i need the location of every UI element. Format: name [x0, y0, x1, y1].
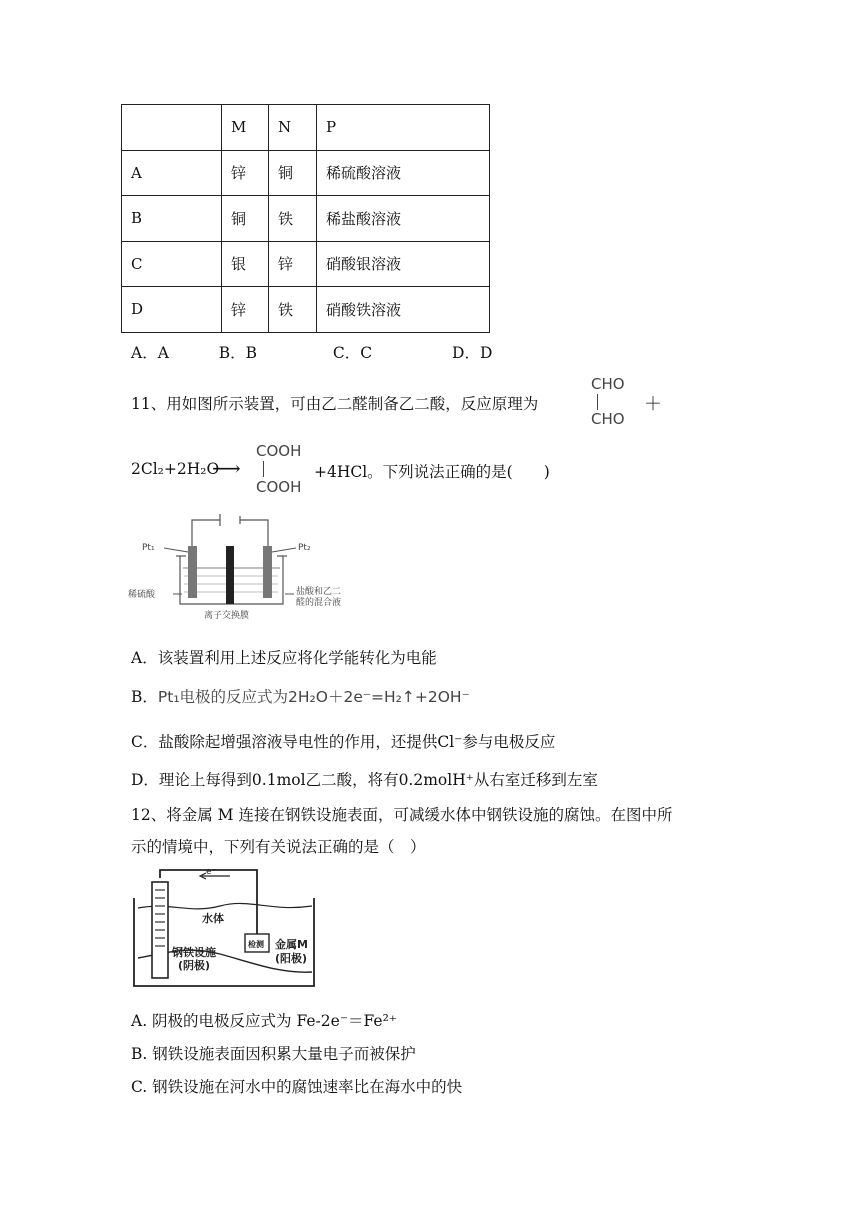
q11-option-d[interactable]: D．理论上每得到0.1mol乙二酸，将有0.2molH⁺从右室迁移到左室: [131, 771, 598, 789]
q11-stem-b: +4HCl。下列说法正确的是( ): [314, 463, 550, 481]
reaction-arrow: ⟶: [212, 456, 241, 480]
options-table: [121, 104, 490, 333]
table-cell: D: [122, 287, 222, 333]
q11-option-c[interactable]: C．盐酸除起增强溶液导电性的作用，还提供Cl⁻参与电极反应: [131, 733, 556, 751]
reactants: 2Cl₂+2H₂O: [131, 460, 220, 478]
pt2-label: Pt₂: [298, 543, 311, 553]
membrane-label: 离子交换膜: [204, 611, 250, 621]
table-header-cell: [122, 105, 222, 151]
table-row: [122, 241, 490, 287]
q12-stem-2: 示的情境中，下列有关说法正确的是（ ）: [131, 838, 426, 856]
pt2-electrode: [263, 546, 272, 598]
q11-option-b[interactable]: [131, 685, 470, 707]
right-label-2: 醛的混合液: [296, 598, 342, 608]
left-label: 稀硫酸: [128, 590, 156, 600]
table-cell: 硝酸铁溶液: [317, 287, 490, 333]
pt1-label: Pt₁: [142, 543, 155, 553]
q11-option-b-formula: Pt₁电极的反应式为2H₂O＋2e⁻=H₂↑+2OH⁻: [157, 688, 470, 706]
table-header-cell: M: [222, 105, 269, 151]
table-cell: 稀硫酸溶液: [317, 150, 490, 196]
plus-sign: ＋: [644, 394, 662, 415]
metal-label: 金属M: [275, 938, 308, 951]
table-header-cell: N: [269, 105, 317, 151]
q11-option-b-prefix: B．: [131, 688, 158, 706]
table-cell: B: [122, 196, 222, 242]
water-label: 水体: [202, 912, 224, 925]
corrosion-figure: [130, 866, 320, 990]
anode-label: (阳极): [275, 952, 308, 965]
acid-bottom: COOH: [256, 478, 302, 496]
acid-top: COOH: [256, 442, 302, 460]
choice-a[interactable]: A．A: [131, 344, 169, 362]
detector-label: 检测: [248, 940, 264, 949]
choice-b[interactable]: B．B: [218, 344, 258, 362]
table-cell: 铁: [269, 287, 317, 333]
pt1-electrode: [188, 546, 197, 598]
choice-c[interactable]: C．C: [332, 344, 373, 362]
table-cell: 银: [222, 241, 269, 287]
table-row: [122, 150, 490, 196]
table-cell: 锌: [269, 241, 317, 287]
table-cell: A: [122, 150, 222, 196]
cathode-label: (阴极): [178, 959, 211, 972]
steel-label: 钢铁设施: [172, 946, 216, 959]
q11-stem-a: 11、用如图所示装置，可由乙二醛制备乙二酸，反应原理为: [131, 395, 539, 413]
table-cell: 锌: [222, 150, 269, 196]
q12-option-a[interactable]: A. 阴极的电极反应式为 Fe-2e⁻＝Fe²⁺: [131, 1012, 397, 1030]
q12-option-b[interactable]: B. 钢铁设施表面因积累大量电子而被保护: [131, 1045, 416, 1063]
table-cell: 铁: [269, 196, 317, 242]
table-cell: 稀盐酸溶液: [317, 196, 490, 242]
table-row: [122, 196, 490, 242]
glyoxal-top: CHO: [591, 375, 625, 393]
table-header-row: [122, 105, 490, 151]
table-cell: 铜: [222, 196, 269, 242]
q11-option-a[interactable]: A．该装置利用上述反应将化学能转化为电能: [131, 649, 437, 667]
table-cell: 硝酸银溶液: [317, 241, 490, 287]
right-label-1: 盐酸和乙二: [296, 587, 342, 597]
glyoxal-bond: [597, 394, 598, 410]
choice-d[interactable]: D．D: [452, 344, 493, 362]
table-cell: 铜: [269, 150, 317, 196]
table-header-cell: P: [317, 105, 490, 151]
electron-label: e⁻: [206, 867, 217, 877]
q12-stem-1: 12、将金属 M 连接在钢铁设施表面，可减缓水体中钢铁设施的腐蚀。在图中所: [131, 806, 673, 824]
q10-choices: [131, 341, 492, 363]
membrane: [226, 546, 234, 604]
acid-bond: [263, 461, 264, 477]
table-cell: 锌: [222, 287, 269, 333]
glyoxal-bottom: CHO: [591, 410, 625, 428]
table-cell: C: [122, 241, 222, 287]
electrolysis-figure: [128, 506, 348, 624]
q12-option-c[interactable]: C. 钢铁设施在河水中的腐蚀速率比在海水中的快: [131, 1078, 463, 1096]
table-row: [122, 287, 490, 333]
